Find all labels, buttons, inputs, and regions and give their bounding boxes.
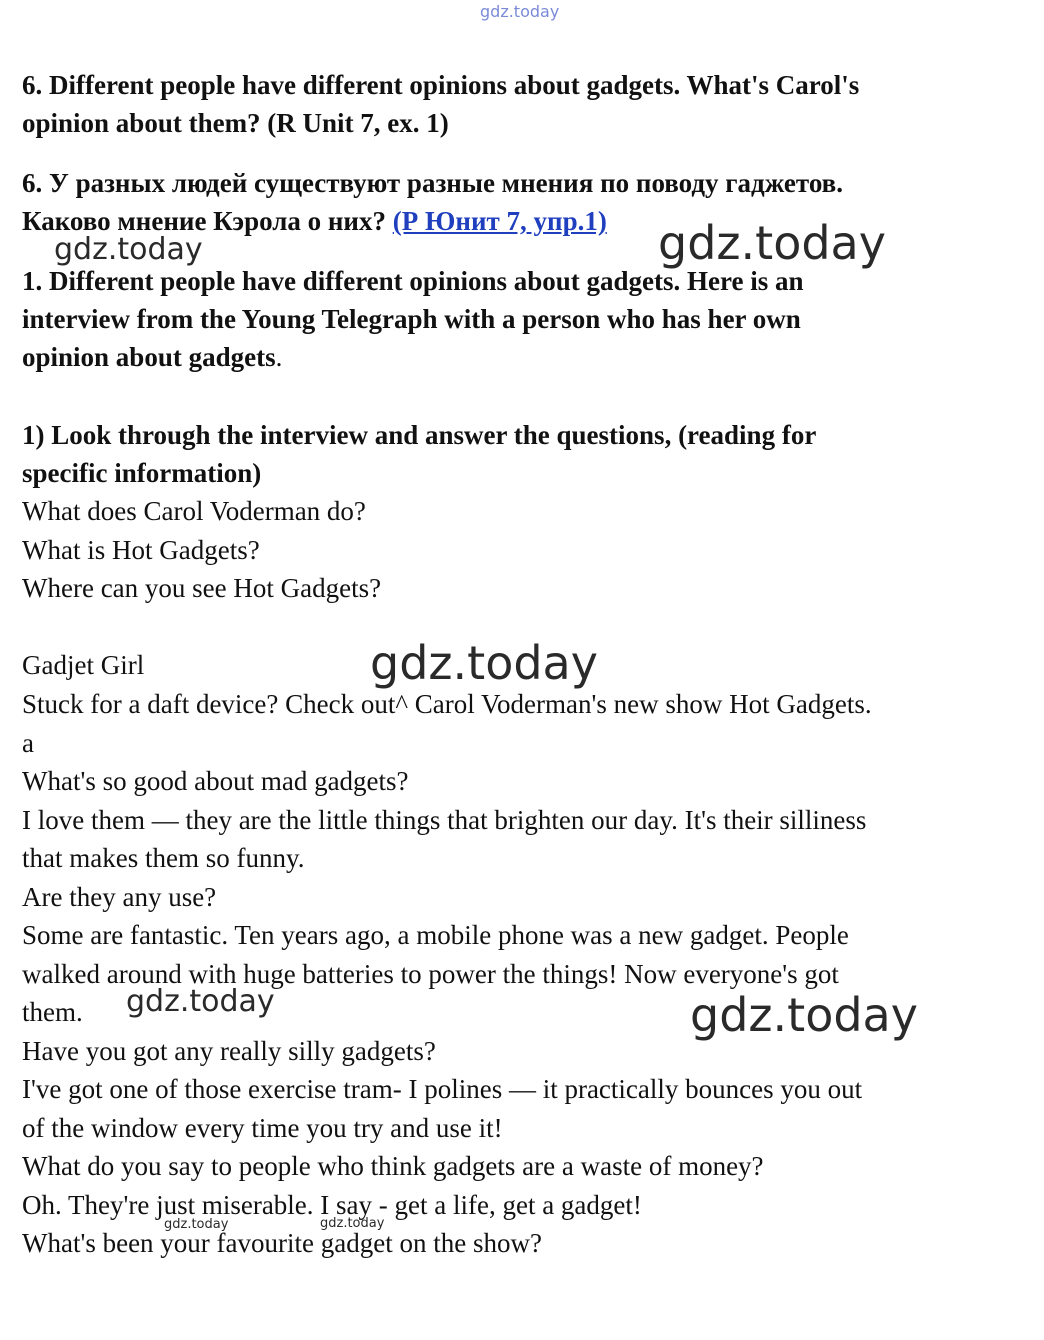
article-line: Have you got any really silly gadgets? (22, 1036, 436, 1066)
article-line: a (22, 728, 34, 758)
watermark-7: gdz.today (320, 1216, 385, 1231)
article-line: that makes them so funny. (22, 843, 305, 873)
intro-line-3-period: . (275, 342, 283, 372)
intro-line-3 (22, 338, 282, 376)
article-line: Are they any use? (22, 882, 217, 912)
exercise-title-line-1: 6. Different people have different opinions about gadgets. What's Carol's (22, 70, 860, 100)
article-line: walked around with huge batteries to power the things! Now everyone's got (22, 959, 839, 989)
intro-line-3-text: opinion about gadgets (22, 342, 276, 372)
task-line-1: 1) Look through the interview and answer the questions, (reading for (22, 420, 817, 450)
article-line: Some are fantastic. Ten years ago, a mobile phone was a new gadget. People (22, 920, 849, 950)
article-line: What's so good about mad gadgets? (22, 766, 409, 796)
article-line: What do you say to people who think gadgets are a waste of money? (22, 1151, 764, 1181)
article-line: I've got one of those exercise tram- I polines — it practically bounces you out (22, 1074, 863, 1104)
russian-title-text: Каково мнение Кэрола о них? (22, 206, 393, 236)
watermark-6: gdz.today (164, 1217, 229, 1232)
watermark-2: gdz.today (658, 216, 886, 270)
unit-exercise-link[interactable]: (Р Юнит 7, упр.1) (392, 206, 607, 236)
russian-title-line-1: 6. У разных людей существуют разные мнения по поводу гаджетов. (22, 168, 843, 198)
article-line: them. (22, 997, 83, 1027)
watermark-top: gdz.today (480, 2, 560, 21)
watermark-1: gdz.today (54, 232, 203, 267)
article-title: Gadjet Girl (22, 650, 145, 680)
article-line: of the window every time you try and use it! (22, 1113, 503, 1143)
article-line: What's been your favourite gadget on the show? (22, 1228, 542, 1258)
article-line: Stuck for a daft device? Check out^ Carol Voderman's new show Hot Gadgets. (22, 689, 872, 719)
exercise-title-line-2: opinion about them? (R Unit 7, ex. 1) (22, 108, 449, 138)
intro-line-1: 1. Different people have different opinions about gadgets. Here is an (22, 266, 804, 296)
watermark-5: gdz.today (690, 988, 918, 1042)
question-2: What is Hot Gadgets? (22, 535, 260, 565)
watermark-3: gdz.today (370, 636, 598, 690)
question-3: Where can you see Hot Gadgets? (22, 573, 382, 603)
intro-line-2: interview from the Young Telegraph with a person who has her own (22, 304, 801, 334)
article-line: Oh. They're just miserable. I say - get a life, get a gadget! (22, 1190, 642, 1220)
russian-title-line-2 (22, 202, 607, 240)
watermark-4: gdz.today (126, 984, 275, 1019)
article-line: I love them — they are the little things that brighten our day. It's their silliness (22, 805, 867, 835)
question-1: What does Carol Voderman do? (22, 496, 366, 526)
task-line-2: specific information) (22, 458, 262, 488)
